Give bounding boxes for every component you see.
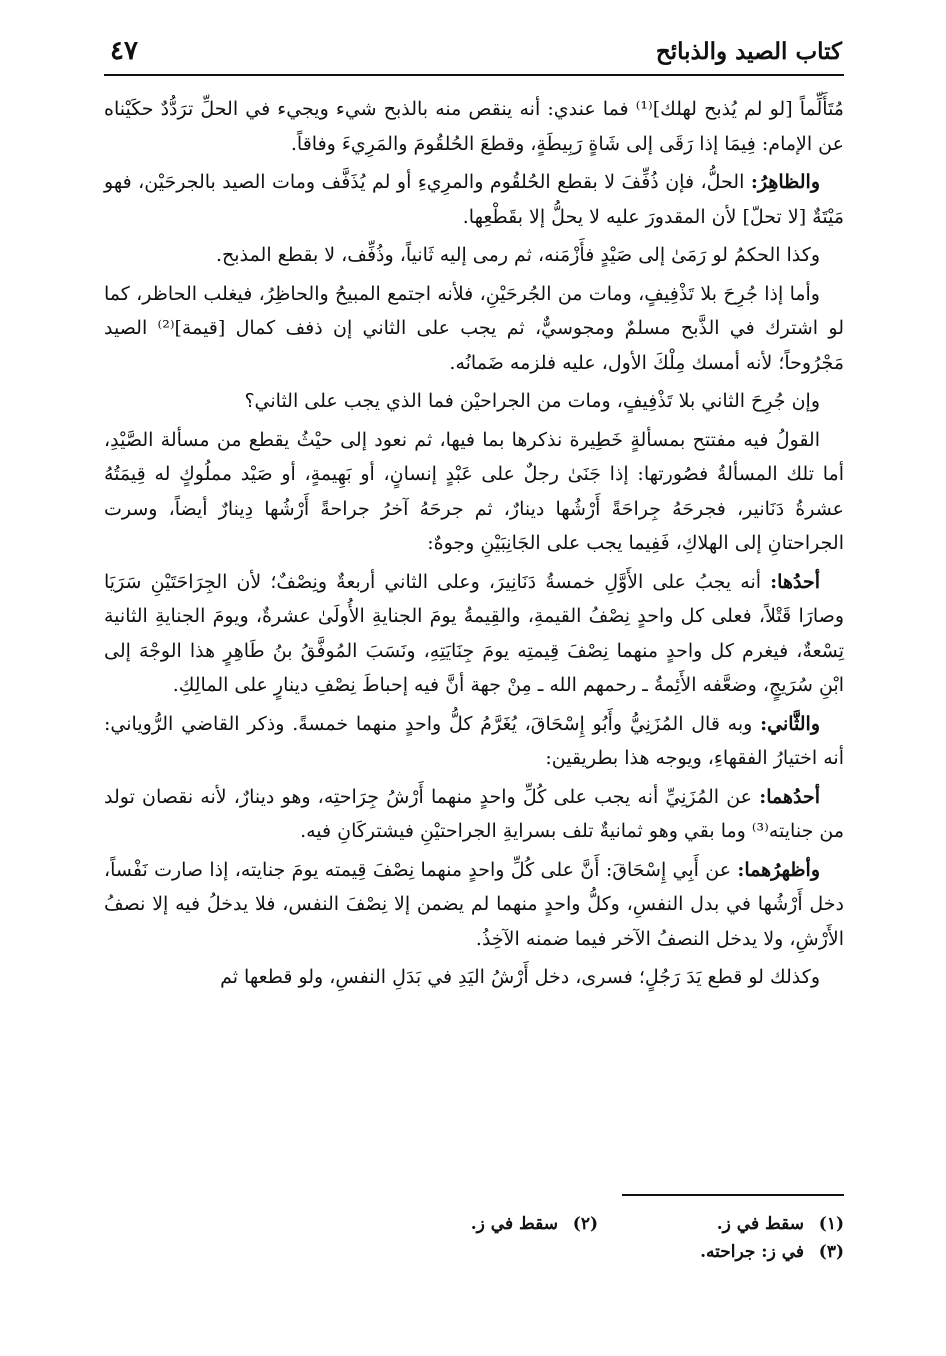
footnote-text: في ز: جراحته. bbox=[700, 1242, 804, 1262]
footnote-number: (٣) bbox=[818, 1242, 844, 1262]
footnote-text: سقط في ز. bbox=[470, 1214, 558, 1234]
paragraph-lead: وأظهرُهما: bbox=[737, 858, 820, 881]
running-title: كتاب الصيد والذبائح bbox=[655, 38, 842, 65]
book-page bbox=[104, 34, 844, 1334]
paragraph-text: عن أَبِي إِسْحَاقَ: أَنَّ على كُلِّ واحدٍ منهما نِصْفَ قِيمته يومَ جنايته، إذا صارت نَفْساً، دخل أَرْشُها في بدل النفسِ، وكلُّ واحدٍ منهما لم يضمن إلا نِصْفَ النفس، فلا يدخلُ فيه إلا نصفُ الأَرْشِ، ولا يدخل النصفُ الآخر فيما ضمنه الآخِذُ. bbox=[104, 858, 844, 950]
footnote-text: سقط في ز. bbox=[716, 1214, 804, 1234]
footnote-number: (١) bbox=[818, 1214, 844, 1234]
footnote-3 bbox=[598, 1238, 844, 1266]
paragraph-text: عن المُزَنِيِّ أنه يجب على كُلِّ واحدٍ منهما أَرْشُ جِرَاحتِه، وهو دينارٌ، لأنه نقصان تولد من جنايته⁽³⁾ وما بقي وهو ثمانيةٌ تلف بسرايةِ الجراحتيْنِ فيشتركَانِ فيه. bbox=[104, 785, 844, 842]
paragraph bbox=[104, 165, 844, 234]
footnote-row bbox=[104, 1238, 844, 1266]
paragraph bbox=[104, 277, 844, 381]
footnote-number: (٢) bbox=[572, 1214, 598, 1234]
paragraph-lead: أحدُهما: bbox=[759, 785, 820, 808]
main-text bbox=[104, 92, 844, 995]
footnotes bbox=[104, 1194, 844, 1266]
page-number: ٤٧ bbox=[110, 36, 138, 66]
paragraph bbox=[104, 384, 844, 419]
paragraph-text: أنه يجبُ على الأَوَّلِ خمسةُ دَنَانِيرَ، وعلى الثاني أربعةٌ ونِصْفٌ؛ لأن الجِرَاحَتَيْنِ سَرَيَا وصارَا قَتْلاً، فعلى كل واحدٍ نِصْفُ القيمةِ، والقِيمةُ يومَ الجنايةِ الأُولَىٰ عشرةٌ، ويومَ الجنايةِ الثانية تِسْعةٌ، فيغرم كل واحدٍ منهما نِصْفَ قِيمتِه يومَ جِنَايَتِهِ، ونَسَبَ المُوفَّقُ بنُ طَاهِرٍ هذا الوجْهَ إلى ابْنِ سُرَيجٍ، وضعَّفه الأَئِمةُ ـ رحمهم الله ـ مِنْ جهة أنَّ فيه إحباطَ نِصْفِ دينارٍ على المالِكِ. bbox=[104, 570, 844, 696]
paragraph-text: وأما إذا جُرِحَ بلا تَذْفِيفٍ، ومات من الجُرحَيْنِ، فلأنه اجتمع المبيحُ والحاظِرُ، فيغلب الحاظر، كما لو اشترك في الذَّبح مسلمٌ ومجوسيٌّ، ثم يجب على الثاني إن ذفف كمال [قيمة]⁽²⁾ الصيد مَجْرُوحاً؛ لأنه أمسك مِلْكَ الأول، عليه فلزمه ضَمانُه. bbox=[104, 282, 844, 374]
paragraph-text: وكذا الحكمُ لو رَمَىٰ إلى صَيْدٍ فأَزْمَنه، ثم رمى إليه ثَانياً، وذُفِّف، لا بقطع المذبح. bbox=[215, 244, 820, 266]
paragraph bbox=[104, 960, 844, 995]
paragraph-lead: والظاهِرُ: bbox=[750, 171, 820, 193]
footnote-1 bbox=[598, 1210, 844, 1238]
paragraph bbox=[104, 707, 844, 776]
paragraph bbox=[104, 92, 844, 161]
paragraph bbox=[104, 780, 844, 849]
paragraph-text: القولُ فيه مفتتح بمسألةٍ خَطِيرة نذكرها بما فيها، ثم نعود إلى حيْثُ يقطع من مسألة الصَّيْدِ، أما تلك المسألةُ فصُورتها: إذا جَنَىٰ رجلٌ على عَبْدٍ إنسانٍ، أو بَهِيمةٍ، أو صَيْد مملُوكٍ له قِيمَتُهُ عشرةُ دَنَانير، فجرحَهُ جِراحَةً أَرْشُها دينارٌ، ثم جرحَهُ آخرُ جراحةً أَرْشُها دِينارٌ أيضاً، وسرت الجراحتانِ إلى الهلاكِ، فَفِيما يجب على الجَانِبَيْنِ وجوهٌ: bbox=[104, 428, 844, 554]
paragraph bbox=[104, 565, 844, 703]
paragraph bbox=[104, 238, 844, 273]
paragraph-lead: أحدُها: bbox=[770, 570, 820, 593]
paragraph-text: وبه قال المُزَنِيُّ وأَبُو إِسْحَاقَ، يُغَرَّمُ كلُّ واحدٍ منهما خمسةً. وذكر القاضي الرُّوياني: أنه اختيارُ الفقهاءِ، ويوجه هذا بطريقين: bbox=[104, 712, 844, 769]
paragraph bbox=[104, 853, 844, 957]
paragraph-text: وإن جُرِحَ الثاني بلا تَذْفِيفٍ، ومات من الجراحيْن فما الذي يجب على الثاني؟ bbox=[244, 390, 820, 412]
paragraph bbox=[104, 423, 844, 561]
footnote-row bbox=[104, 1210, 844, 1238]
footnote-divider bbox=[622, 1194, 844, 1196]
footnote-2 bbox=[352, 1210, 598, 1238]
paragraph-lead: والثَّاني: bbox=[760, 712, 820, 735]
paragraph-text: الحلُّ، فإن ذُفِّفَ لا بقطع الحُلقُوم والمرِيءِ أو لم يُذَفَّف ومات الصيد بالجرحَيْن، فهو مَيْتَةٌ [لا تحلّ] لأن المقدورَ عليه لا يحلُّ إلا بقَطْعِها. bbox=[104, 171, 844, 228]
running-header bbox=[104, 34, 844, 76]
paragraph-text: مُتَأَلِّماً [لو لم يُذبح لهلك]⁽¹⁾ فما عندي: أنه ينقص منه بالذبح شيء ويجيء في الحلِّ ترَدُّدٌ حكَيْناه عن الإمام: فِيمَا إذا رَقَى إلى شَاةٍ رَبِيطَةٍ، وقطعَ الحُلقُومَ والمَرِيءَ وفاقاً. bbox=[104, 98, 844, 155]
paragraph-text: وكذلك لو قطع يَدَ رَجُلٍ؛ فسرى، دخل أَرْشُ اليَدِ في بَدَلِ النفسِ، ولو قطعها ثم bbox=[220, 966, 820, 988]
